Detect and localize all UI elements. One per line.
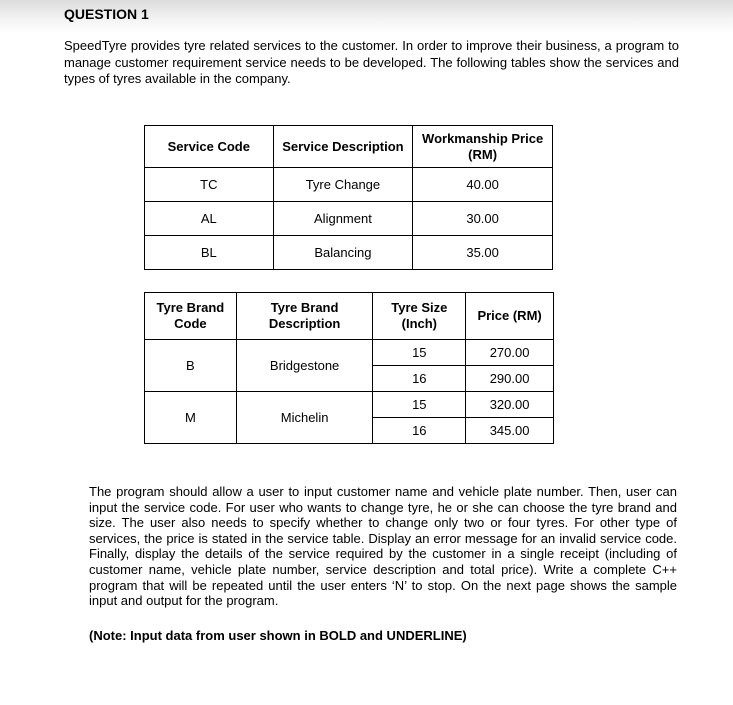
brand-description: Michelin <box>236 392 373 444</box>
service-table <box>144 125 553 270</box>
tyre-price: 320.00 <box>466 392 554 418</box>
service-price: 40.00 <box>413 168 553 202</box>
intro-paragraph: SpeedTyre provides tyre related services to the customer. In order to improve their business, a program to manage customer requirement service needs to be developed. The following tables show the services and types of tyres available in the company. <box>64 38 679 86</box>
tyre-price: 345.00 <box>466 418 554 444</box>
header-brand-description: Tyre Brand Description <box>236 293 373 340</box>
brand-code: M <box>145 392 237 444</box>
question-title: QUESTION 1 <box>64 6 149 22</box>
service-price: 35.00 <box>413 236 553 270</box>
table-row <box>145 236 553 270</box>
tyre-price: 270.00 <box>466 340 554 366</box>
tyre-table-header <box>145 293 554 340</box>
tyre-size: 15 <box>373 392 466 418</box>
table-row <box>145 202 553 236</box>
table-row <box>145 392 554 418</box>
table-row <box>145 340 554 366</box>
service-code: BL <box>145 236 274 270</box>
tyre-table <box>144 292 554 444</box>
tyre-size: 15 <box>373 340 466 366</box>
tyre-price: 290.00 <box>466 366 554 392</box>
service-description: Alignment <box>273 202 413 236</box>
header-service-code: Service Code <box>145 126 274 168</box>
service-code: AL <box>145 202 274 236</box>
tyre-size: 16 <box>373 366 466 392</box>
header-workmanship-price: Workmanship Price (RM) <box>413 126 553 168</box>
note: (Note: Input data from user shown in BOLD and UNDERLINE) <box>89 628 467 643</box>
service-table-header <box>145 126 553 168</box>
header-brand-code: Tyre Brand Code <box>145 293 237 340</box>
table-row <box>145 168 553 202</box>
brand-code: B <box>145 340 237 392</box>
service-description: Tyre Change <box>273 168 413 202</box>
header-service-description: Service Description <box>273 126 413 168</box>
requirements-paragraph: The program should allow a user to input customer name and vehicle plate number. Then, user can input the service code. For user who wants to change tyre, he or she can choose the tyre brand and size. The user also needs to specify whether to change only two or four tyres. For other type of services, the price is stated in the service table. Display an error message for an invalid service code. Finally, display the details of the service required by the customer in a single receipt (including of customer name, vehicle plate number, service description and total price). Write a complete C++ program that will be repeated until the user enters ‘N’ to stop. On the next page shows the sample input and output for the program. <box>89 484 677 609</box>
service-description: Balancing <box>273 236 413 270</box>
service-price: 30.00 <box>413 202 553 236</box>
brand-description: Bridgestone <box>236 340 373 392</box>
header-tyre-size: Tyre Size (Inch) <box>373 293 466 340</box>
service-code: TC <box>145 168 274 202</box>
tyre-size: 16 <box>373 418 466 444</box>
header-tyre-price: Price (RM) <box>466 293 554 340</box>
